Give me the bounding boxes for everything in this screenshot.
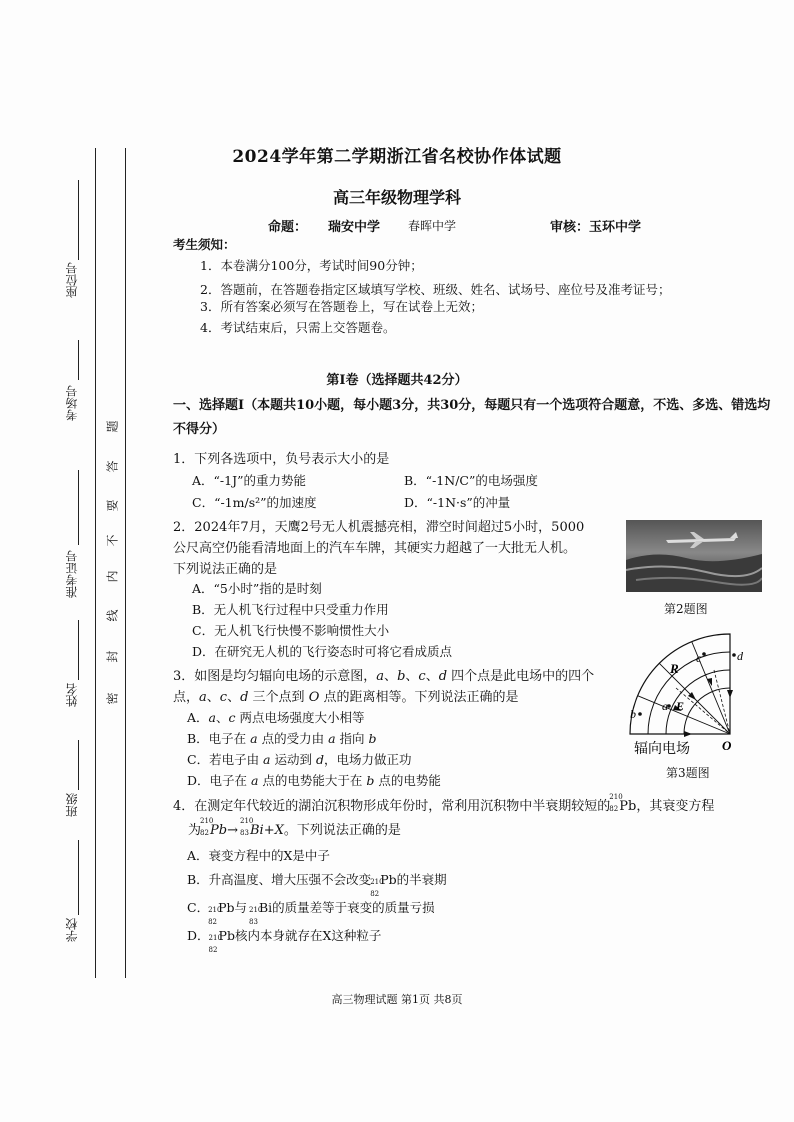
q4-c-part2: Pb与 (218, 900, 247, 915)
q4-d-part1: D． (187, 928, 210, 943)
name-label: 姓名 (65, 683, 79, 707)
q3-stem-line1: 3．如图是均匀辐向电场的示意图，a、b、c、d 四个点是此电场中的四个 (173, 669, 595, 684)
q2-option-a: A．“5小时”指的是时刻 (192, 581, 322, 596)
q3-option-d: D．电子在 a 点的电势能大于在 b 点的电势能 (187, 773, 441, 788)
q4-stem-line1 (173, 795, 714, 814)
q3-stem-line2: 点，a、c、d 三个点到 O 点的距离相等。下列说法正确的是 (173, 690, 519, 705)
seal-char-8: 题 (105, 420, 120, 433)
radius-label: R (670, 661, 679, 676)
pb-symbol: Pb (619, 799, 637, 814)
seat-number-label: 座位号 (65, 262, 79, 298)
author-school-2: 春晖中学 (408, 219, 457, 233)
q3-figure-caption: 第3题图 (666, 766, 710, 780)
margin-rule-inner (125, 148, 126, 978)
school-label: 学校 (65, 918, 79, 942)
class-blank (78, 740, 79, 790)
origin-label: O (722, 738, 732, 753)
author-label: 命题： (268, 220, 308, 235)
radial-field-diagram (626, 630, 762, 760)
reviewer: 审核：玉环中学 (550, 220, 642, 235)
eq-arrow: → (227, 823, 238, 838)
author-school-1: 瑞安中学 (328, 220, 381, 235)
instruction-3: 3．所有答案必须写在答题卷上，写在试卷上无效； (200, 299, 483, 314)
eq-pb-charge: 82 (200, 829, 209, 837)
q1-option-c: C．“-1m/s²”的加速度 (192, 495, 317, 510)
eq-bi-mass: 210 (240, 817, 254, 825)
q3-option-c: C．若电子由 a 运动到 d，电场力做正功 (187, 752, 412, 767)
q1-stem: 1．下列各选项中，负号表示大小的是 (173, 452, 390, 467)
q4-option-a: A．衰变方程中的X是中子 (187, 848, 330, 863)
pb-nuclide (609, 793, 637, 814)
eq-prefix: 为 (188, 823, 202, 838)
q2-option-d: D．在研究无人机的飞行姿态时可将它看成质点 (192, 644, 453, 659)
section1-heading: 一、选择题Ⅰ（本题共10小题，每小题3分，共30分，每题只有一个选项符合题意，不选、多选、错选均不得分） (173, 398, 771, 437)
pb-charge: 82 (609, 805, 619, 813)
eq-pb-mass: 210 (200, 817, 214, 825)
point-d-label: d (737, 649, 743, 663)
q2-option-c: C．无人机飞行快慢不影响惯性大小 (192, 623, 390, 638)
eq-bi-charge: 83 (240, 829, 249, 837)
instruction-1: 1．本卷满分100分，考试时间90分钟； (200, 258, 423, 273)
q4-b-part2: Pb的半衰期 (380, 872, 447, 887)
q4-c-bi-charge: 83 (249, 918, 258, 926)
q3-option-b: B．电子在 a 点的受力由 a 指向 b (187, 731, 377, 746)
pb-mass: 210 (609, 793, 623, 801)
q2-stem-line3: 下列说法正确的是 (173, 562, 278, 577)
margin-rule-outer (95, 148, 96, 978)
q1-option-a: A．“-1J”的重力势能 (192, 473, 306, 488)
seal-char-1: 密 (105, 692, 120, 705)
q4-d-pb-charge: 82 (208, 946, 218, 954)
instructions-heading: 考生须知： (173, 237, 236, 252)
exam-title: 2024学年第二学期浙江省名校协作体试题 (232, 147, 562, 167)
q4-b-pb-charge: 82 (370, 890, 380, 898)
q4-c-part3: Bi的质量差等于衰变的质量亏损 (259, 900, 435, 915)
q4-c-part1: C． (187, 900, 210, 915)
seal-char-4: 内 (105, 570, 120, 583)
drone-photo (626, 520, 762, 592)
q2-stem-line2: 公尺高空仍能看清地面上的汽车车牌，其硬实力超越了一大批无人机。 (173, 541, 577, 556)
seal-char-6: 要 (105, 499, 120, 512)
seal-char-5: 不 (105, 534, 120, 547)
page-footer: 高三物理试题 第1页 共8页 (331, 993, 463, 1006)
school-blank (78, 840, 79, 915)
class-label: 班级 (65, 793, 79, 817)
q4-equation (188, 819, 401, 838)
point-b-label: b (630, 707, 636, 721)
radial-field-title: 辐向电场 (634, 741, 690, 757)
q4-stem-part2: ，其衰变方程 (636, 799, 715, 814)
part1-title: 第Ⅰ卷（选择题共42分） (326, 373, 468, 388)
exam-room-label: 考场号 (65, 385, 79, 421)
q2-figure-caption: 第2题图 (664, 602, 708, 616)
q2-stem-line1: 2．2024年7月，天鹰2号无人机震撼亮相，滞空时间超过5小时，5000 (173, 520, 585, 535)
q4-b-pb-mass: 210 (370, 878, 384, 886)
q4-b-part1: B．升高温度、增大压强不会改变 (187, 872, 372, 887)
instruction-4: 4．考试结束后，只需上交答题卷。 (200, 320, 396, 335)
q2-option-b: B．无人机飞行过程中只受重力作用 (192, 602, 389, 617)
eq-pb (200, 817, 228, 838)
q3-option-a: A．a、c 两点电场强度大小相等 (187, 710, 365, 725)
name-blank (78, 620, 79, 680)
eq-bi (240, 817, 264, 838)
eq-pb-symbol: Pb (210, 823, 228, 838)
q4-c-bi-mass: 210 (249, 906, 263, 914)
q4-option-c (187, 898, 435, 926)
q4-option-b (187, 870, 447, 898)
point-a-label: a (662, 699, 668, 713)
eq-suffix: 。下列说法正确的是 (283, 823, 401, 838)
admission-number-blank (78, 470, 79, 545)
q4-c-pb-charge: 82 (208, 918, 217, 926)
q1-option-d: D．“-1N·s”的冲量 (404, 495, 511, 510)
q1-option-b: B．“-1N/C”的电场强度 (404, 473, 538, 488)
point-c-label: c (696, 651, 702, 665)
q4-c-pb-mass: 210 (208, 906, 222, 914)
q4-option-d (187, 926, 382, 954)
seal-char-7: 答 (105, 460, 120, 473)
q4-d-pb-mass: 210 (208, 934, 222, 942)
field-label: E (676, 699, 685, 713)
admission-number-label: 准考证号 (65, 550, 79, 598)
q4-stem-part1: 4．在测定年代较近的湖泊沉积物形成年份时，常利用沉积物中半衰期较短的 (173, 799, 611, 814)
q4-d-part2: Pb核内本身就存在X这种粒子 (218, 928, 382, 943)
exam-subtitle: 高三年级物理学科 (332, 188, 461, 207)
instruction-2: 2．答题前，在答题卷指定区域填写学校、班级、姓名、试场号、座位号及准考证号； (200, 282, 671, 297)
eq-x: +X (263, 823, 284, 838)
seal-char-3: 线 (105, 609, 120, 622)
eq-bi-symbol: Bi (250, 823, 264, 838)
seal-char-2: 封 (105, 650, 120, 663)
